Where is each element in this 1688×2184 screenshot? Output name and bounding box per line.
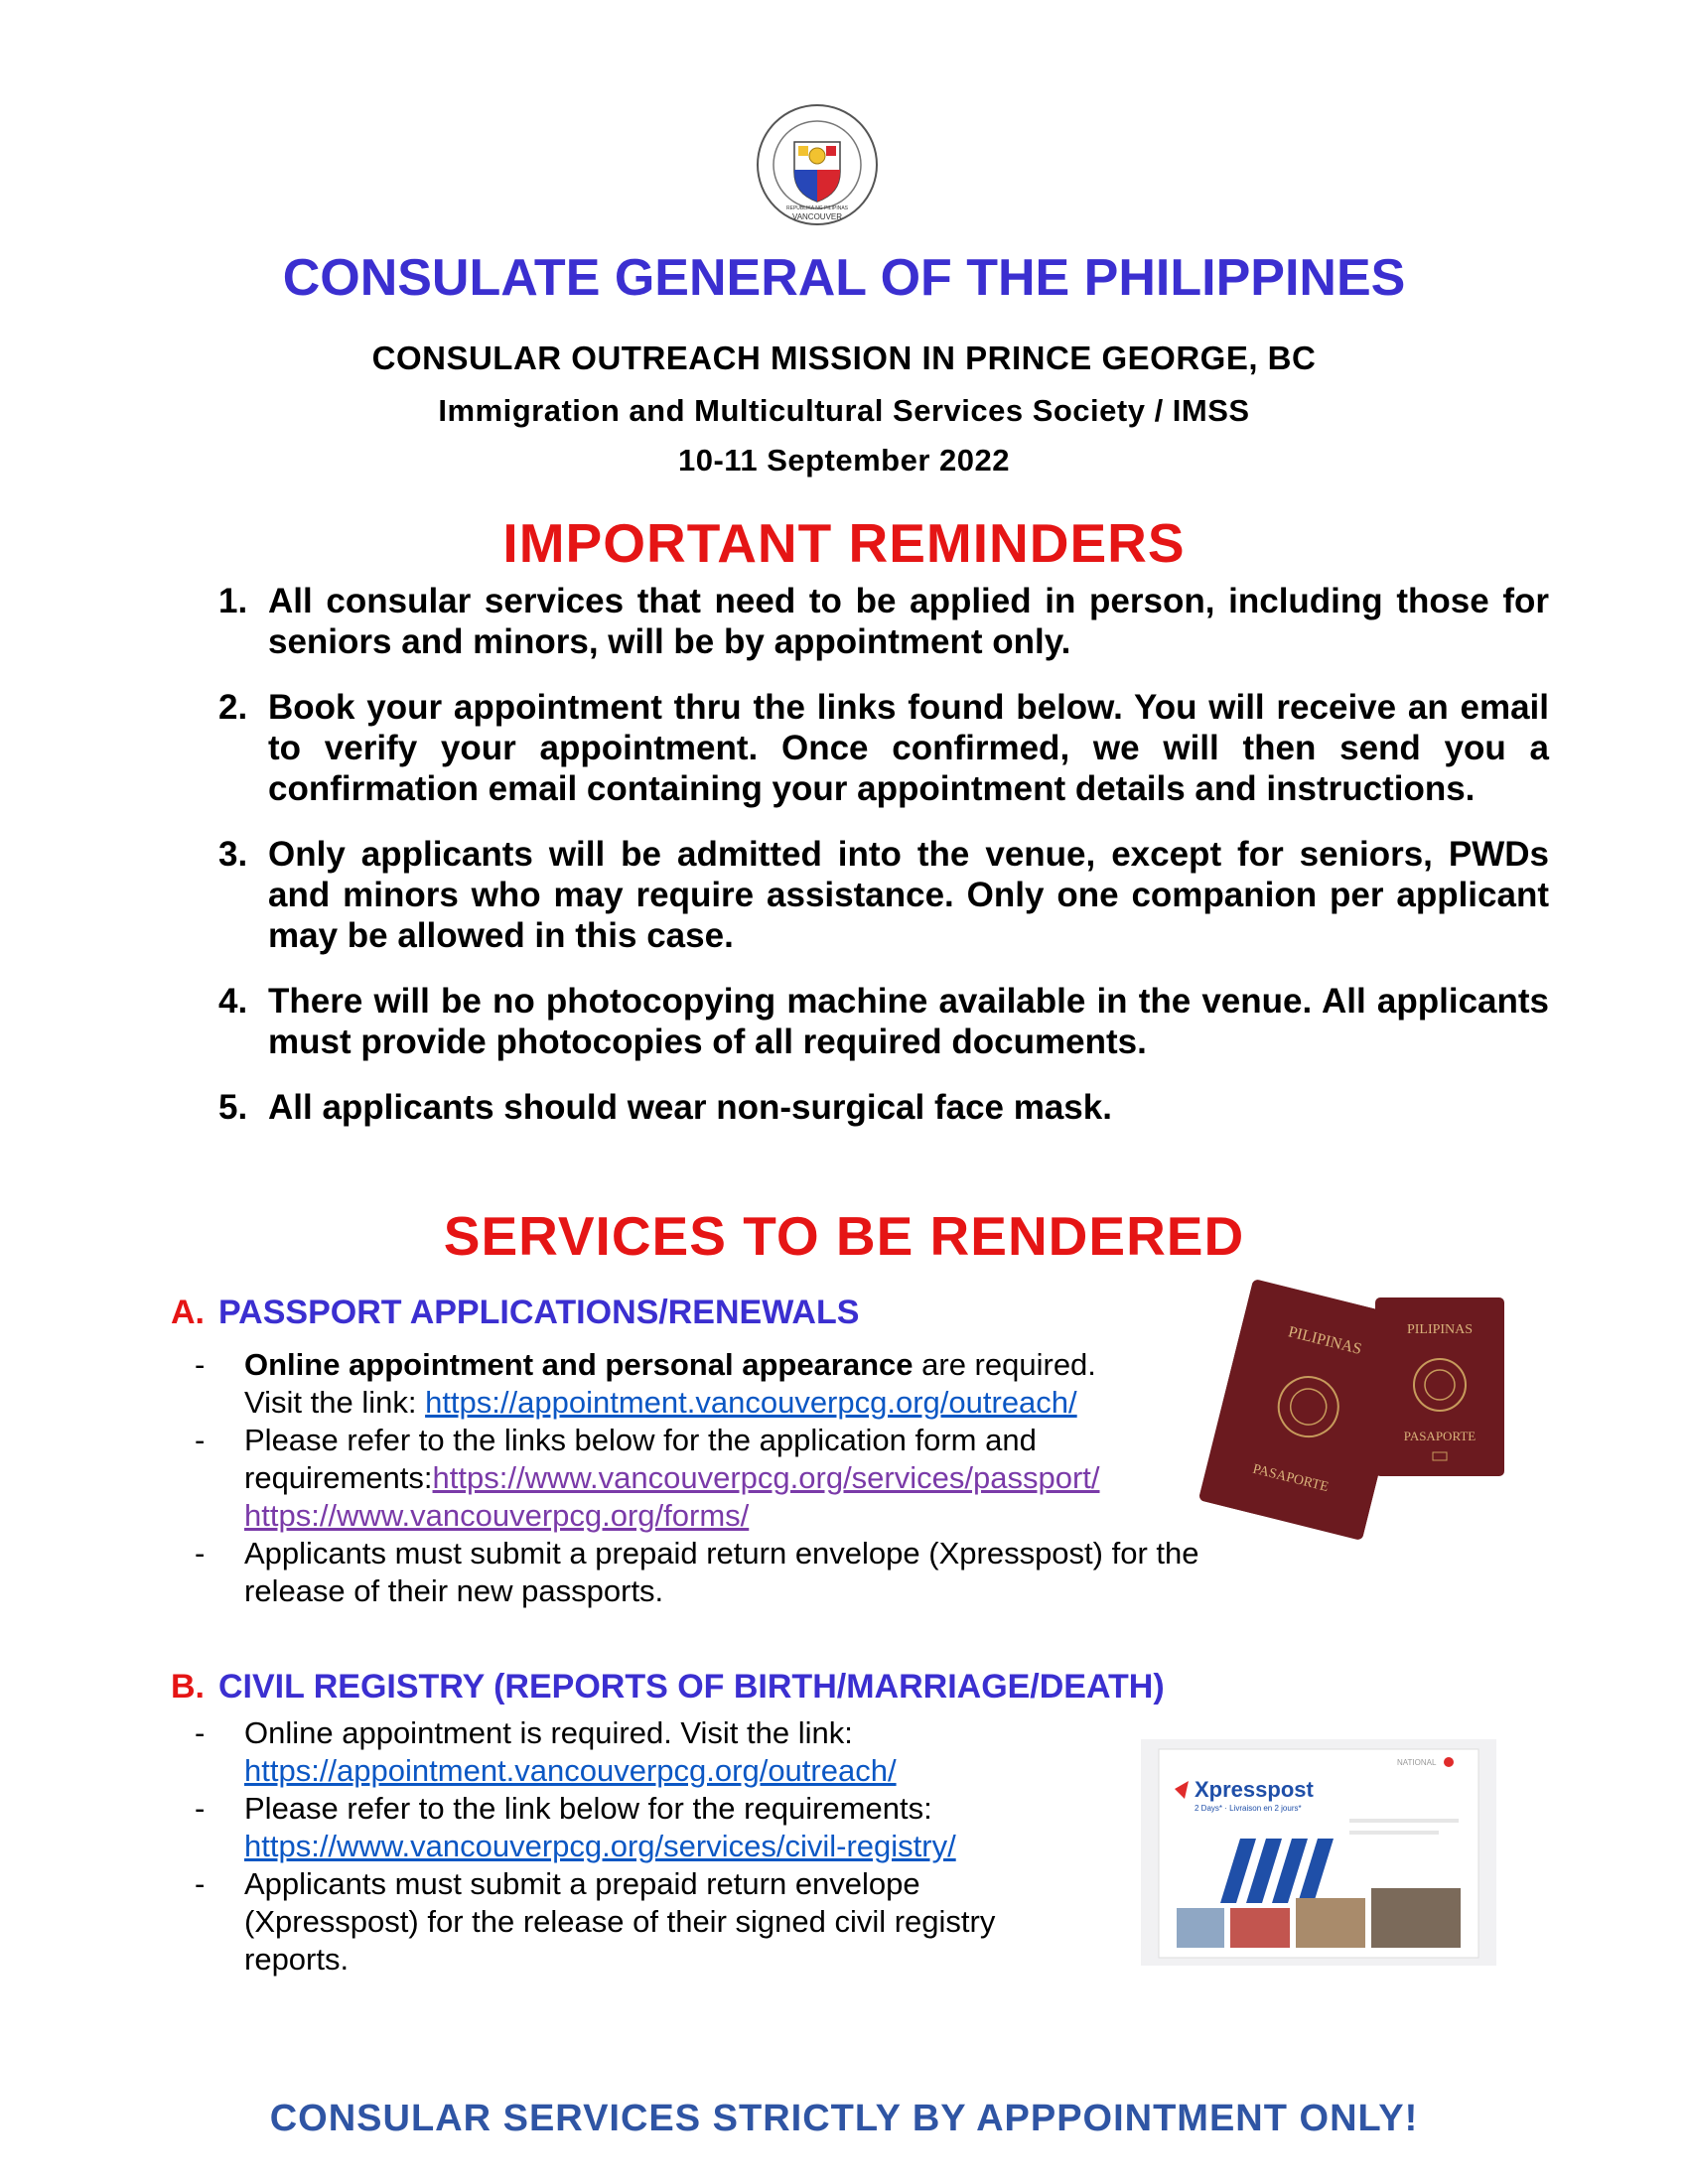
- item-text: Please refer to the links below for the application form and requirements:: [244, 1423, 1037, 1495]
- venue-line: Immigration and Multicultural Services Society / IMSS: [438, 393, 1250, 428]
- list-item: [218, 1087, 1549, 1128]
- civil-registry-items: [195, 1714, 1088, 1979]
- item-text: Please refer to the link below for the requirements:: [244, 1791, 932, 1826]
- list-item: [218, 834, 1549, 956]
- item-text: Visit the link:: [244, 1385, 426, 1420]
- item-text: All applicants should wear non-surgical face mask.: [268, 1088, 1112, 1127]
- list-item: [195, 1865, 1088, 1979]
- services-heading: SERVICES TO BE RENDERED: [443, 1205, 1245, 1267]
- civil-registry-section-heading: [171, 1668, 1165, 1706]
- item-number: 4.: [218, 982, 248, 1021]
- civil-registry-link[interactable]: https://www.vancouverpcg.org/services/civil-registry/: [244, 1829, 956, 1863]
- section-letter: A.: [171, 1294, 205, 1331]
- dash-bullet: -: [195, 1536, 206, 1570]
- reminders-heading: IMPORTANT REMINDERS: [502, 512, 1186, 574]
- consulate-seal-logo: [755, 102, 880, 231]
- section-title: PASSPORT APPLICATIONS/RENEWALS: [218, 1294, 860, 1331]
- seal-bottom-text: VANCOUVER: [791, 212, 843, 221]
- item-number: 5.: [218, 1088, 248, 1127]
- dash-bullet: -: [195, 1791, 206, 1826]
- reminders-list: [218, 581, 1549, 1153]
- dash-bullet: -: [195, 1423, 206, 1457]
- dash-bullet: -: [195, 1347, 206, 1382]
- page-title: CONSULATE GENERAL OF THE PHILIPPINES: [282, 249, 1406, 307]
- item-text: Applicants must submit a prepaid return envelope (Xpresspost) for the release of their signed civil registry reports.: [244, 1866, 996, 1977]
- passport-services-link[interactable]: https://www.vancouverpcg.org/services/passport/: [432, 1460, 1100, 1495]
- passport-book-image: [1375, 1297, 1504, 1476]
- item-text: There will be no photocopying machine available in the venue. All applicants must provide photocopies of all required documents.: [268, 982, 1549, 1061]
- section-letter: B.: [171, 1668, 205, 1706]
- item-bold-text: Online appointment and personal appearance: [244, 1347, 914, 1382]
- xpresspost-envelope-image: [1141, 1739, 1496, 1966]
- dash-bullet: -: [195, 1715, 206, 1750]
- dash-bullet: -: [195, 1866, 206, 1901]
- passport-word: PASAPORTE: [1403, 1429, 1477, 1443]
- item-text: Book your appointment thru the links found below. You will receive an email to verify your appointment. Once confirmed, we will then send you a confirmation email containing your appointment details and instructions.: [268, 688, 1549, 808]
- list-item: [195, 1422, 1287, 1535]
- list-item: [195, 1346, 1287, 1422]
- xpress-brand: Xpresspost: [1195, 1777, 1314, 1802]
- passport-section-heading: [171, 1294, 859, 1332]
- xpress-tagline: 2 Days* · Livraison en 2 jours*: [1195, 1804, 1302, 1813]
- item-text: Only applicants will be admitted into the venue, except for seniors, PWDs and minors who may require assistance. Only one companion per applicant may be allowed in this case.: [268, 835, 1549, 955]
- appointment-link[interactable]: https://appointment.vancouverpcg.org/outreach/: [425, 1385, 1077, 1420]
- passport-word: PASAPORTE: [1251, 1461, 1331, 1496]
- section-title: CIVIL REGISTRY (REPORTS OF BIRTH/MARRIAGE/DEATH): [218, 1668, 1165, 1706]
- list-item: [195, 1790, 1088, 1865]
- xpress-national: NATIONAL: [1397, 1758, 1437, 1767]
- item-text: Online appointment is required. Visit the link:: [244, 1715, 853, 1750]
- passport-items: [195, 1346, 1287, 1610]
- seal-inner-text: REPUBLIKA NG PILIPINAS: [786, 205, 848, 211]
- item-number: 1.: [218, 582, 248, 620]
- mission-subtitle: CONSULAR OUTREACH MISSION IN PRINCE GEORGE, BC: [371, 340, 1317, 376]
- item-text: Applicants must submit a prepaid return envelope (Xpresspost) for the release of their new passports.: [244, 1536, 1199, 1608]
- passport-word: PILIPINAS: [1286, 1323, 1364, 1359]
- list-item: [195, 1714, 1088, 1790]
- list-item: [195, 1535, 1287, 1610]
- list-item: [218, 981, 1549, 1062]
- date-line: 10-11 September 2022: [678, 443, 1010, 478]
- item-text: All consular services that need to be applied in person, including those for seniors and minors, will be by appointment only.: [268, 582, 1549, 661]
- item-number: 3.: [218, 835, 248, 874]
- list-item: [218, 581, 1549, 662]
- forms-link[interactable]: https://www.vancouverpcg.org/forms/: [244, 1498, 750, 1533]
- appointment-link[interactable]: https://appointment.vancouverpcg.org/outreach/: [244, 1753, 897, 1788]
- footer-notice: CONSULAR SERVICES STRICTLY BY APPPOINTMENT ONLY!: [269, 2098, 1419, 2139]
- list-item: [218, 687, 1549, 809]
- item-text: are required.: [913, 1347, 1096, 1382]
- item-number: 2.: [218, 688, 248, 727]
- passport-word: PILIPINAS: [1406, 1322, 1474, 1337]
